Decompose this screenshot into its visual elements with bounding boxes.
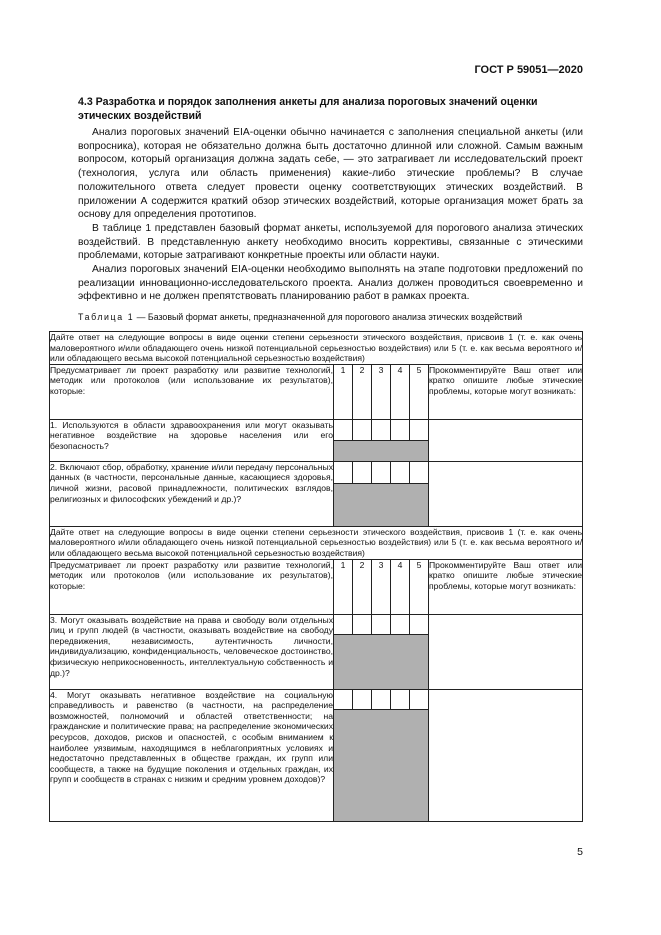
header-row (50, 364, 583, 419)
shaded-cell (334, 709, 429, 821)
rating-cell[interactable] (391, 419, 410, 440)
comment-cell[interactable] (429, 689, 583, 821)
paragraph: В таблице 1 представлен базовый формат анкеты, используемой для порогового анализа этических воздействий. В представленную анкету необходимо вносить коррективы, связанные с этическими проблемами, которые затрагивают конкретные проекты или области науки. (78, 222, 583, 262)
question-row (50, 614, 583, 634)
section-title: 4.3 Разработка и порядок заполнения анкеты для анализа пороговых значений оценки этических воздействий (78, 96, 538, 122)
rating-cell[interactable] (410, 689, 429, 709)
question-header: Предусматривает ли проект разработку или развитие технологий, методик или протоколов (или использование их результатов), которые: (50, 559, 334, 614)
rating-cell[interactable] (391, 461, 410, 483)
scale-header-3: 3 (372, 364, 391, 419)
rating-cell[interactable] (353, 461, 372, 483)
comment-header: Прокомментируйте Ваш ответ или кратко опишите любые этические проблемы, которые могут возникать: (429, 364, 583, 419)
rating-cell[interactable] (372, 689, 391, 709)
scale-header-5: 5 (410, 559, 429, 614)
rating-cell[interactable] (410, 614, 429, 634)
rating-cell[interactable] (372, 614, 391, 634)
rating-cell[interactable] (391, 689, 410, 709)
table-caption-text: — Базовый формат анкеты, предназначенной для порогового анализа этических воздействий (134, 312, 523, 322)
instruction-text: Дайте ответ на следующие вопросы в виде оценки степени серьезности этического воздействия, присвоив 1 (т. е. как очень маловероятного и/или обладающего очень низкой потенциальной серьезностью воздействия) или 5 (т. е. как весьма вероятного и/или обладающего весьма высокой потенциальной серьезностью воздействия) (50, 526, 583, 558)
shaded-cell (334, 440, 429, 461)
question-row (50, 689, 583, 709)
question-text: 1. Используются в области здравоохранения или могут оказывать негативное воздействие на здоровье населения или его безопасность? (50, 419, 334, 461)
rating-cell[interactable] (353, 614, 372, 634)
rating-cell[interactable] (391, 614, 410, 634)
paragraph: Анализ пороговых значений EIA-оценки обычно начинается с заполнения специальной анкеты (или вопросника), которая не обязательно должна быть достаточно длинной или сложной. Самым важным вопросом, который организация должна задать себе, — это затрагивает ли исследовательский проект (технология, услуга или область применения) какие-либо этические проблемы? В случае положительного ответа следует провести оценку соответствующих этических воздействий. В приложении А содержится краткий обзор этических воздействий, которые организация может брать за основу для определения прототипов. (78, 127, 583, 221)
document-id: ГОСТ Р 59051—2020 (474, 64, 583, 76)
comment-header: Прокомментируйте Ваш ответ или кратко опишите любые этические проблемы, которые могут возникать: (429, 559, 583, 614)
question-text: 2. Включают сбор, обработку, хранение и/или передачу персональных данных (в частности, персональные данные, касающиеся здоровья, личной жизни, расовой принадлежности, политических взглядов, религиозных и философских убеждений и др.)? (50, 461, 334, 526)
table-caption (78, 312, 583, 322)
rating-cell[interactable] (334, 614, 353, 634)
shaded-cell (334, 483, 429, 526)
page-number: 5 (577, 846, 583, 858)
rating-cell[interactable] (372, 461, 391, 483)
question-row (50, 419, 583, 440)
questionnaire-table (49, 331, 583, 822)
comment-cell[interactable] (429, 419, 583, 461)
scale-header-5: 5 (410, 364, 429, 419)
scale-header-2: 2 (353, 559, 372, 614)
shaded-cell (334, 634, 429, 689)
question-text: 3. Могут оказывать воздействие на права и свободу воли отдельных лиц и групп людей (в частности, оказывать воздействие на свободу передвижения, независимость, аутентичность личности, индивидуализацию, конфиденциальность, человеческое достоинство, физическую неприкосновенность, интеллектуальную собственность и др.)? (50, 614, 334, 689)
header-row (50, 559, 583, 614)
table-caption-label: Таблица 1 (78, 312, 135, 322)
rating-cell[interactable] (353, 689, 372, 709)
question-header: Предусматривает ли проект разработку или развитие технологий, методик или протоколов (или использование их результатов), которые: (50, 364, 334, 419)
body-text (78, 126, 583, 304)
comment-cell[interactable] (429, 614, 583, 689)
question-row (50, 461, 583, 483)
scale-header-4: 4 (391, 559, 410, 614)
rating-cell[interactable] (334, 689, 353, 709)
rating-cell[interactable] (334, 419, 353, 440)
scale-header-1: 1 (334, 364, 353, 419)
scale-header-2: 2 (353, 364, 372, 419)
scale-header-3: 3 (372, 559, 391, 614)
scale-header-4: 4 (391, 364, 410, 419)
rating-cell[interactable] (372, 419, 391, 440)
instruction-row (50, 332, 583, 365)
comment-cell[interactable] (429, 461, 583, 526)
paragraph: Анализ пороговых значений EIA-оценки необходимо выполнять на этапе подготовки предложений по реализации инновационно-исследовательского проекта. Анализ должен проводиться своевременно и эффективно и не должен препятствовать планированию работ в рамках проекта. (78, 264, 583, 303)
question-text: 4. Могут оказывать негативное воздействие на социальную справедливость и равенство (в частности, на распределение возможностей, полномочий и областей ответственности; на гражданские и политические права; на распределение экономических ресурсов, доходов, рисков и опасностей, с особым вниманием к наиболее уязвимым, находящимся в неблагоприятных условиях и недостаточно представленных в обществе граждан, их групп или сообществ, а также на будущие поколения и отдельных граждан, их групп и сообществ в странах с низким и средним уровнем доходов)? (50, 689, 334, 821)
scale-header-1: 1 (334, 559, 353, 614)
instruction-text: Дайте ответ на следующие вопросы в виде оценки степени серьезности этического воздействия, присвоив 1 (т. е. как очень маловероятного и/или обладающего очень низкой потенциальной серьезностью воздействия) или 5 (т. е. как весьма вероятного и/или обладающего весьма высокой потенциальной серьезностью воздействия) (50, 332, 583, 364)
rating-cell[interactable] (410, 419, 429, 440)
rating-cell[interactable] (353, 419, 372, 440)
rating-cell[interactable] (410, 461, 429, 483)
rating-cell[interactable] (334, 461, 353, 483)
instruction-row (50, 526, 583, 559)
